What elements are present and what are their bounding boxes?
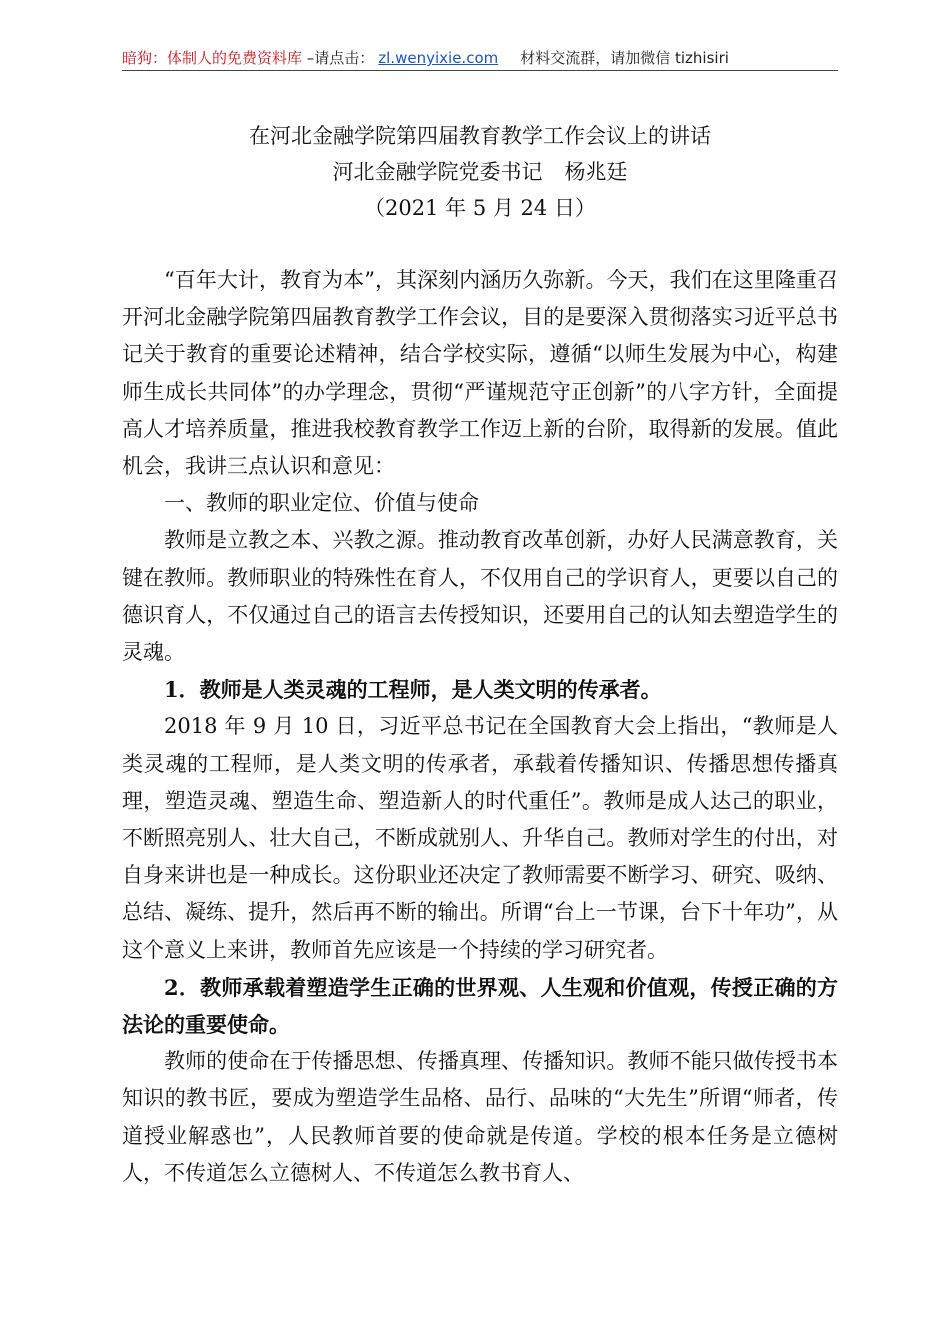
- body-paragraph: 教师的使命在于传播思想、传播真理、传播知识。教师不能只做传授书本知识的教书匠，要成为塑造学生品格、品行、品味的“大先生”所谓“师者，传道授业解惑也”，人民教师首要的使命就是传道。学校的根本任务是立德树人，不传道怎么立德树人、不传道怎么教书育人、: [122, 1049, 838, 1185]
- header-link[interactable]: zl.wenyixie.com: [378, 49, 499, 67]
- header-brand: 暗狗：体制人的免费资料库: [122, 49, 303, 67]
- title-block: [122, 118, 838, 226]
- subheading: 1．教师是人类灵魂的工程师，是人类文明的传承者。: [164, 677, 662, 703]
- subheading: 2．教师承载着塑造学生正确的世界观、人生观和价值观，传授正确的方法论的重要使命。: [122, 974, 838, 1038]
- intro-paragraph: “百年大计，教育为本”，其深刻内涵历久弥新。今天，我们在这里隆重召开河北金融学院第四届教育教学工作会议，目的是要深入贯彻落实习近平总书记关于教育的重要论述精神，结合学校实际，遵循“以师生发展为中心，构建师生成长共同体”的办学理念，贯彻“严谨规范守正创新”的八字方针，全面提高人才培养质量，推进我校教育教学工作迈上新的台阶，取得新的发展。值此机会，我讲三点认识和意见：: [122, 268, 838, 479]
- speech-title: 在河北金融学院第四届教育教学工作会议上的讲话: [249, 124, 711, 148]
- speech-date: （2021 年 5 月 24 日）: [364, 196, 596, 220]
- header-prompt: –请点击：: [302, 49, 375, 67]
- section-heading: 一、教师的职业定位、价值与使命: [164, 491, 479, 516]
- body-paragraph: 2018 年 9 月 10 日，习近平总书记在全国教育大会上指出，“教师是人类灵魂的工程师，是人类文明的传承者，承载着传播知识、传播思想传播真理，塑造灵魂、塑造生命、塑造新人的时代重任”。教师是成人达己的职业，不断照亮别人、壮大自己，不断成就别人、升华自己。教师对学生的付出，对自身来讲也是一种成长。这份职业还决定了教师需要不断学习、研究、吸纳、总结、凝练、提升，然后再不断的输出。所谓“台上一节课，台下十年功”，从这个意义上来讲，教师首先应该是一个持续的学习研究者。: [122, 714, 838, 962]
- header-divider: [122, 70, 838, 71]
- document-body: [122, 262, 838, 1192]
- author-line: [122, 154, 838, 190]
- author-role: 河北金融学院党委书记: [332, 160, 543, 184]
- page-header: [122, 46, 838, 70]
- header-group-info: 材料交流群，请加微信 tizhisiri: [520, 49, 729, 67]
- body-paragraph: 教师是立教之本、兴教之源。推动教育改革创新，办好人民满意教育，关键在教师。教师职业的特殊性在育人，不仅用自己的学识育人，更要以自己的德识育人，不仅通过自己的语言去传授知识，还要用自己的认知去塑造学生的灵魂。: [122, 528, 838, 665]
- author-name: 杨兆廷: [564, 160, 628, 184]
